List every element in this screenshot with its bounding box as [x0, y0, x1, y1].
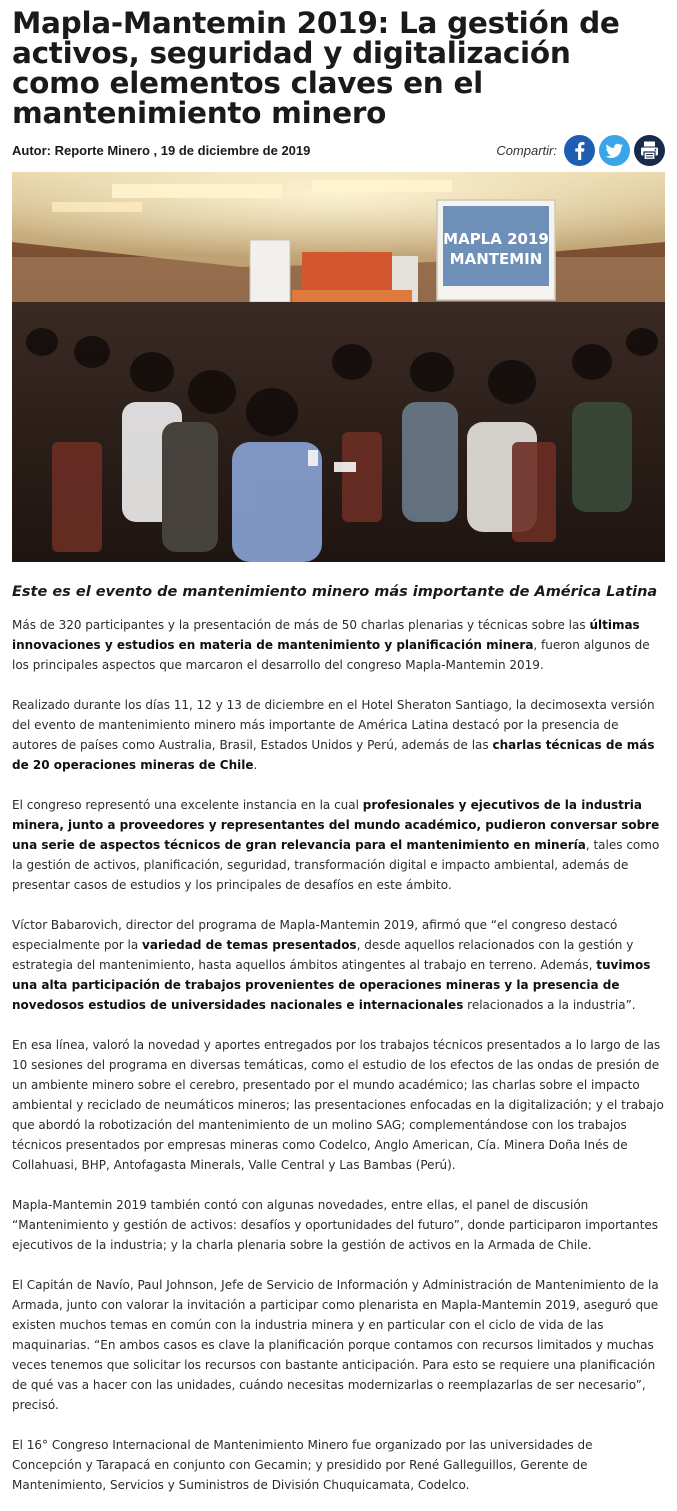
bold-run: últimas innovaciones y estudios en materia de mantenimiento y planificación minera	[12, 618, 640, 652]
paragraph-5	[12, 1035, 665, 1175]
hero-photo	[12, 172, 665, 562]
paragraph-7	[12, 1275, 665, 1415]
twitter-icon	[599, 135, 630, 166]
paragraph-6	[12, 1195, 665, 1255]
bold-run: variedad de temas presentados	[142, 938, 357, 952]
text-run: Mapla-Mantemin 2019 también contó con algunas novedades, entre ellas, el panel de discusión “Mantenimiento y gestión de activos: desafíos y oportunidades del futuro”, donde participaron importantes ejecutivos de la industria; y la charla plenaria sobre la gestión de activos en la Armada de Chile.	[12, 1198, 659, 1252]
print-icon	[634, 135, 665, 166]
text-run: , fueron algunos de los principales aspectos que marcaron el desarrollo del congreso Mapla-Mantemin 2019.	[12, 638, 650, 672]
slide-line-1: MAPLA 2019	[443, 230, 549, 248]
bold-run: tuvimos una alta participación de trabajos provenientes de operaciones mineras y la presencia de novedosos estudios de universidades nacionales e internacionales	[12, 958, 651, 1012]
article-body	[12, 615, 665, 1495]
facebook-share-button[interactable]	[564, 135, 595, 166]
article-title: Mapla-Mantemin 2019: La gestión de activos, seguridad y digitalización como elementos claves en el mantenimiento minero	[12, 6, 620, 130]
text-run: El 16° Congreso Internacional de Mantenimiento Minero fue organizado por las universidades de Concepción y Tarapacá en conjunto con Gecamin; y presidido por René Galleguillos, Gerente de Mantenimiento, Servicios y Suministros de División Chuquicamata, Codelco.	[12, 1438, 593, 1492]
slide-line-2: MANTEMIN	[449, 250, 543, 268]
bold-run: charlas técnicas de más de 20 operaciones mineras de Chile	[12, 738, 655, 772]
text-run: Más de 320 participantes y la presentación de más de 50 charlas plenarias y técnicas sobre las	[12, 618, 590, 632]
text-run: .	[253, 758, 258, 772]
text-run: En esa línea, valoró la novedad y aportes entregados por los trabajos técnicos presentados a lo largo de las 10 sesiones del programa en diversas temáticas, como el estudio de los efectos de las ondas de presión de un ambiente minero sobre el cerebro, presentado por el mundo académico; las charlas sobre el impacto ambiental y reciclado de neumáticos mineros; las presentaciones enfocadas en la digitalización; y el trabajo que abordó la robotización del mantenimiento de un molino SAG; complementándose con los trabajos técnicos presentados por empresas mineras como Codelco, Anglo American, Cía. Minera Doña Inés de Collahuasi, BHP, Antofagasta Minerals, Valle Central y Las Bambas (Perú).	[12, 1038, 664, 1172]
article-subtitle: Este es el evento de mantenimiento minero más importante de América Latina	[12, 584, 658, 600]
share-label: Compartir:	[496, 142, 557, 158]
text-run: relacionados a la industria”.	[463, 998, 636, 1012]
text-run: El congreso representó una excelente instancia en la cual	[12, 798, 363, 812]
paragraph-3	[12, 795, 665, 895]
share-bar	[496, 135, 665, 166]
text-run: , tales como la gestión de activos, planificación, seguridad, transformación digital e impacto ambiental, además de presentar casos de estudios y los principales de desafíos en este ámbito.	[12, 838, 660, 892]
paragraph-1	[12, 615, 665, 675]
text-run: , desde aquellos relacionados con la gestión y estrategia del mantenimiento, hasta aquellos ámbitos atingentes al trabajo en terreno. Además,	[12, 938, 634, 972]
facebook-icon	[564, 135, 595, 166]
twitter-share-button[interactable]	[599, 135, 630, 166]
author-line: Autor: Reporte Minero , 19 de diciembre de 2019	[12, 142, 311, 158]
text-run: Víctor Babarovich, director del programa de Mapla-Mantemin 2019, afirmó que “el congreso destacó especialmente por la	[12, 918, 618, 952]
bold-run: profesionales y ejecutivos de la industria minera, junto a proveedores y representantes del mundo académico, pudieron conversar sobre una serie de aspectos técnicos de gran relevancia para el mantenimiento en minería	[12, 798, 660, 852]
paragraph-2	[12, 695, 665, 775]
text-run: Realizado durante los días 11, 12 y 13 de diciembre en el Hotel Sheraton Santiago, la decimosexta versión del evento de mantenimiento minero más importante de América Latina destacó por la presencia de autores de países como Australia, Brasil, Estados Unidos y Perú, además de las	[12, 698, 655, 752]
paragraph-8	[12, 1435, 665, 1495]
print-button[interactable]	[634, 135, 665, 166]
paragraph-4	[12, 915, 665, 1015]
text-run: El Capitán de Navío, Paul Johnson, Jefe de Servicio de Información y Administración de Mantenimiento de la Armada, junto con valorar la invitación a participar como plenarista en Mapla-Mantemin 2019, aseguró que existen muchos temas en común con la industria minera y en particular con el ciclo de vida de las maquinarias. “En ambos casos es clave la planificación porque contamos con recursos limitados y muchas veces tenemos que solicitar los recursos con bastante anticipación. Para esto se requiere una planificación de qué vas a hacer con las unidades, cuándo necesitas modernizarlas o reemplazarlas de ser necesario”, precisó.	[12, 1278, 659, 1412]
article-meta	[12, 133, 665, 167]
